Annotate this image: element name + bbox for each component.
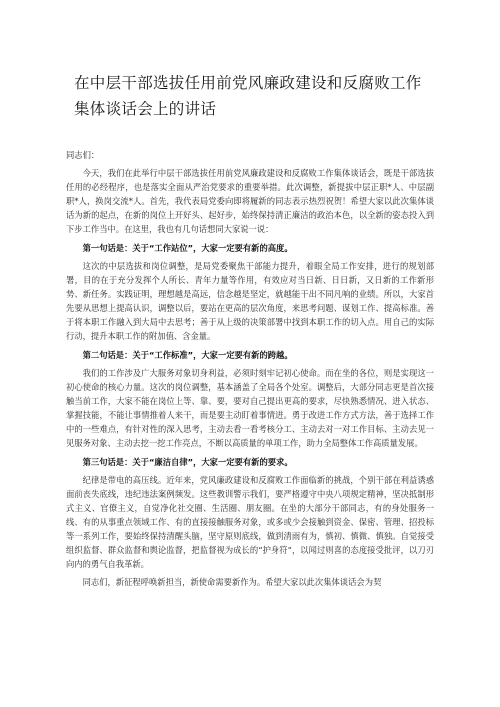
section-2-heading: 第二句话是：关于“工作标准”，大家一定要有新的跨越。 [82, 350, 293, 360]
title-line-1: 在中层干部选拔任用前党风廉政建设和反腐败工作 [74, 74, 422, 92]
closing-paragraph: 同志们，新征程呼唤新担当，新使命需要新作为。希望大家以此次集体谈话会为契 [82, 577, 382, 587]
section-2-body: 我们的工作涉及广大服务对象切身利益，必须时刻牢记初心使命。而在坐的各位，则是实现这一初心使命的核心力量。这次的岗位调整，基本涵盖了全局各个处室。调整后，大部分同志更是首次接触当前工作，大家不能在岗位上等、靠、要，要对自己提出更高的要求，尽快熟悉情况、进入状态、掌握技能，不能让事情推着人来干，而是要主动盯着事情进。勇于改进工作方式方法，善于选择工作中的一些难点，有针对性的深入思考，主动去看一看考核分工、主动去对一对工作目标、主动去见一见服务对象、主动去挖一挖工作亮点，不断以高质量的单项工作，助力全局整体工作高质量发展。 [66, 368, 434, 448]
section-3-heading: 第三句话是：关于“廉洁自律”，大家一定要有新的要求。 [82, 457, 293, 467]
document-title [74, 70, 434, 122]
intro-paragraph: 今天，我们在此举行中层干部选拔任用前党风廉政建设和反腐败工作集体谈话会，既是干部选拔任用的必经程序，也是落实全面从严治党要求的重要举措。此次调整，新提拔中层正职*人、中层副职*人，换岗交流*人。首先，我代表局党委向即将履新的同志表示热烈祝贺！希望大家以此次集体谈话为新的起点，在新的岗位上开好头、起好步，始终保持清正廉洁的政治本色，以全新的姿态投入到下步工作当中。在这里，我也有几句话想同大家说一说： [66, 168, 434, 234]
section-1-heading: 第一句话是：关于“工作站位”，大家一定要有新的高度。 [82, 243, 293, 253]
section-3-body: 纪律是带电的高压线。近年来，党风廉政建设和反腐败工作面临新的挑战，个别干部在利益诱惑面前丧失底线，违纪违法案例频发。这些教训警示我们，要严格遵守中央八项规定精神，坚决抵制形式主义、官僚主义，自觉净化社交圈、生活圈、朋友圈。在坐的大部分干部同志，有的身处服务一线、有的从事重点领域工作、有的直接接触服务对象，或多或少会接触到资金、保密、管理、招投标等一系列工作，要始终保持清醒头脑，坚守原则底线，做到清雨有为，慎初、慎微、慎独。自觉接受组织监督、群众监督和舆论监督，把监督视为成长的“护身符”，以闻过则喜的态度接受批评，以刀刃向内的勇气自我革新。 [66, 475, 434, 569]
title-line-2: 集体谈话会上的讲话 [74, 100, 217, 118]
salutation: 同志们： [66, 150, 100, 160]
section-1-body: 这次的中层选拔和岗位调整，是局党委聚焦干部能力提升，着眼全局工作安排，进行的规划部署，目的在于充分发挥个人所长、青年力量等作用，有效应对当日新、日日新，又日新的工作新形势、新任务。实践证明，理想越是高远，信念越是坚定，就越能干出不同凡响的业绩。所以，大家首先要从思想上提高认识，调整以后，要站在更高的层次角度，来思考问题、谋划工作、提高标准。善于将本职工作融入到大局中去思考；善于从上级的决策部署中找到本职工作的切入点。用自己的实际行动，提升本职工作的附加值、含金量。 [66, 261, 434, 341]
